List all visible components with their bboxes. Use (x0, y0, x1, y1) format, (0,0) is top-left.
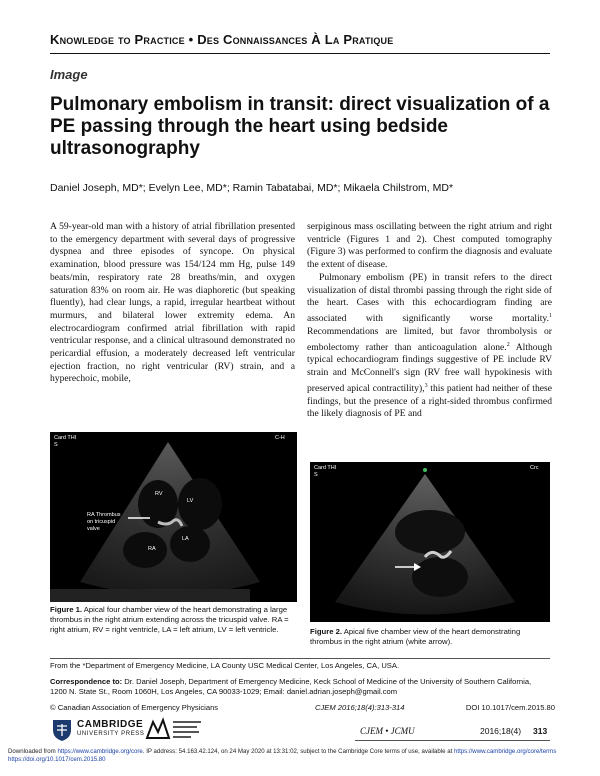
footer-divider (50, 658, 550, 659)
svg-text:on tricuspid: on tricuspid (87, 519, 116, 525)
citation: CJEM 2016;18(4):313-314 (315, 703, 405, 712)
continued-paragraph: serpiginous mass oscillating between the right atrium and right ventricle (Figures 1 and 2). Chest computed tomography (Figure 3) was performed to confirm the diagnosis and evaluate the extent of disease. (307, 221, 552, 271)
svg-text:S: S (54, 442, 58, 448)
section-divider (50, 53, 550, 54)
thrombus-annotation: RA Thrombus (87, 512, 121, 518)
figure-1-ultrasound (50, 432, 297, 602)
case-paragraph: A 59-year-old man with a history of atrial fibrillation presented to the emergency department with several days of progressive dyspnea and three episodes of syncope. On physical examination, blood pressure was 154/124 mm Hg, pulse 149 beats/min, respiratory rate 28 breaths/min, and oxygen saturation 83% on room air. He was diaphoretic (but speaking fluently), had clear lungs, a rapid, irregular heartbeat without murmurs, and bilateral lower extremity edema. An electrocardiogram confirmed atrial fibrillation with rapid ventricular response, and a clinical ultrasound demonstrated no pericardial effusion, a moderately decreased left ventricular ejection fraction, no right ventricular (RV) strain, and a hyperechoic, mobile, (50, 221, 295, 385)
reference-2[interactable]: 2 (506, 341, 510, 348)
label-la: LA (182, 536, 189, 542)
label-ra: RA (148, 546, 156, 552)
cambridge-core-link[interactable]: https://www.cambridge.org/core (57, 748, 143, 755)
screen-mode-label: Card THI (54, 435, 77, 441)
screen-mode-label: Card THI (314, 465, 337, 471)
label-lv: LV (187, 498, 194, 504)
figure-2-caption: Figure 2. Apical five chamber view of the heart demonstrating thrombus in the right atrium (white arrow). (310, 627, 521, 646)
journal-name: CJEM • JCMU (360, 726, 415, 736)
discussion-paragraph: Pulmonary embolism (PE) in transit refers to the direct visualization of distal thrombi passing through the right side of the heart. Cases with this echocardiogram finding are associated with significantly worse mortality.$^1$ Recommendations are limited, but favor thrombolysis or embolectomy rather than anticoagulation alone.$^2$ Although typical echocardiogram findings suggestive of PE include RV strain and McConnell's sign (RV free wall hypokinesis with preserved apical contractility),$^3$ this patient had neither of these findings, but the presence of a right-sided thrombus confirmed the likely diagnosis of PE and (307, 271, 552, 420)
ultrasound-image (50, 432, 297, 602)
section-header: Knowledge to Practice • Des Connaissances À La Pratique (50, 32, 394, 47)
figure-2-ultrasound (310, 462, 550, 622)
publisher-subname: UNIVERSITY PRESS (77, 731, 145, 737)
publisher-name: CAMBRIDGE (77, 719, 144, 730)
association-logo-icon (145, 716, 171, 742)
terms-link[interactable]: https://www.cambridge.org/core/terms (454, 748, 557, 755)
correspondence: Correspondence to: Dr. Daniel Joseph, Department of Emergency Medicine, Keck School of Medicine of the University of Southern California, 1200 N. State St., Room 1060H, Los Angeles, CA 90033-1029; Email: daniel.adrian.joseph@gmail.com (50, 677, 532, 696)
issue: 2016;18(4) (480, 726, 522, 736)
svg-text:S: S (314, 472, 318, 478)
left-column (50, 221, 295, 386)
right-column (307, 221, 552, 421)
download-notice: Downloaded from https://www.cambridge.org/core. IP address: 54.163.42.124, on 24 May 2020 at 13:31:02, subject to the Cambridge Core terms of use, available at https://www.cambridge.org/core/terms (8, 748, 557, 755)
screen-probe-label: C-H (275, 435, 285, 441)
journal-rule (355, 740, 550, 741)
author-list: Daniel Joseph, MD*; Evelyn Lee, MD*; Ramin Tabatabai, MD*; Mikaela Chilstrom, MD* (50, 182, 454, 194)
label-rv: RV (155, 491, 163, 497)
article-title: Pulmonary embolism in transit: direct visualization of a PE passing through the heart using bedside ultrasonography (50, 94, 550, 159)
reference-3[interactable]: 3 (424, 382, 428, 389)
svg-text:valve: valve (87, 526, 100, 532)
ultrasound-image (310, 462, 550, 622)
copyright: © Canadian Association of Emergency Physicians (50, 703, 219, 712)
doi-link[interactable]: https://doi.org/10.1017/cem.2015.80 (8, 756, 106, 763)
page-number: 313 (533, 726, 548, 736)
doi[interactable]: DOI 10.1017/cem.2015.80 (465, 703, 555, 712)
affiliation: From the *Department of Emergency Medicine, LA County USC Medical Center, Los Angeles, CA, USA. (50, 661, 400, 670)
screen-probe-label: Crc (530, 465, 539, 471)
reference-1[interactable]: 1 (549, 312, 552, 319)
cambridge-crest-icon (50, 718, 74, 742)
association-wordmark-icon (173, 719, 203, 739)
article-type: Image (50, 67, 88, 82)
figure-1-caption: Figure 1. Apical four chamber view of the heart demonstrating a large thrombus in the right atrium extending across the tricuspid valve. RA = right atrium, RV = right ventricle, LA = left atrium, LV = left ventricle. (50, 605, 289, 634)
